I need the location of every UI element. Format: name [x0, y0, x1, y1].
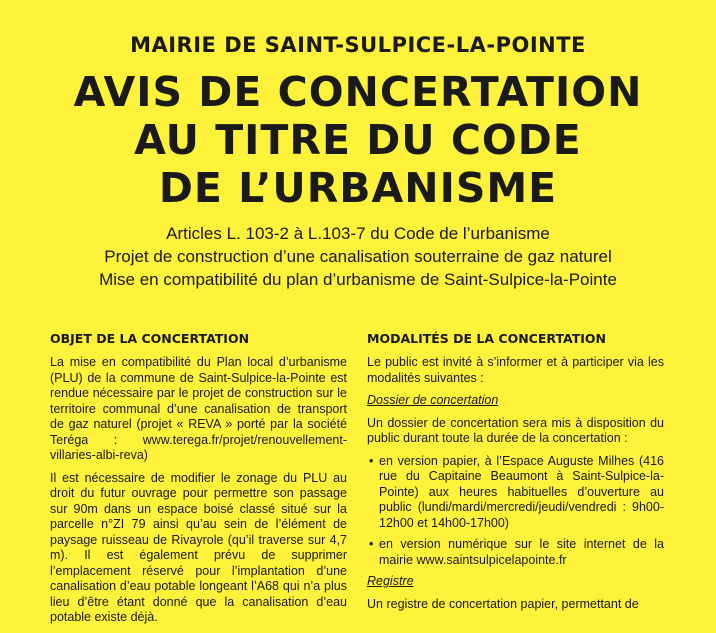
title-line-1: AVIS DE CONCERTATION	[73, 68, 643, 116]
dossier-list	[367, 454, 664, 569]
objet-paragraph-2: Il est nécessaire de modifier le zonage du PLU au droit du futur ouvrage pour permettre son passage sur 90m dans un espace boisé classé situé sur la parcelle n°ZI 79 ainsi qu’au sein de l’élément de paysage ruisseau de Rivayrole (qu’il traverse sur 4,7 m). Il est également prévu de supprimer l’emplacement réservé pour l’implantation d’une canalisation d’eau potable longeant l’A68 qui n’a plus lieu d’être étant donné que la canalisation d’eau potable existe déjà.	[50, 470, 347, 624]
registre-label: Registre	[367, 574, 414, 588]
modalites-column	[367, 331, 664, 619]
objet-column	[50, 331, 347, 633]
mairie-name: MAIRIE DE SAINT-SULPICE-LA-POINTE	[130, 33, 586, 57]
title-line-3: DE L’URBANISME	[158, 164, 558, 212]
header	[0, 30, 716, 291]
modalites-heading: MODALITÉS DE LA CONCERTATION	[367, 331, 606, 346]
subtitle-compatibility: Mise en compatibilité du plan d’urbanisme de Saint-Sulpice-la-Pointe	[99, 270, 617, 289]
subtitles	[0, 222, 716, 291]
objet-heading: OBJET DE LA CONCERTATION	[50, 331, 250, 346]
dossier-bullet-digital: • en version numérique sur le site internet de la mairie www.saintsulpicelapointe.fr	[367, 537, 664, 568]
subtitle-articles: Articles L. 103-2 à L.103-7 du Code de l’urbanisme	[166, 224, 550, 243]
subtitle-project: Projet de construction d’une canalisation souterraine de gaz naturel	[104, 247, 612, 266]
modalites-intro: Le public est invité à s’informer et à participer via les modalités suivantes :	[367, 355, 664, 385]
dossier-text: Un dossier de concertation sera mis à disposition du public durant toute la durée de la concertation :	[367, 415, 664, 445]
objet-paragraph-1: La mise en compatibilité du Plan local d’urbanisme (PLU) de la commune de Saint-Sulpice-la-Pointe est rendue nécessaire par le projet de construction sur le territoire communal d’une canalisation de transport de gaz naturel (projet « REVA » porté par la société Teréga : www.terega.fr/projet/renouvellement-villaries-albi-reva)	[50, 355, 347, 462]
title-line-2: AU TITRE DU CODE	[134, 116, 582, 164]
dossier-bullet-paper: • en version papier, à l’Espace Auguste Milhes (416 rue du Capitaine Beaumont à Saint-Sulpice-la-Pointe) aux heures habituelles d’ouverture au public (lundi/mardi/mercredi/jeudi/vendredi : 9h00-12h00 et 14h00-17h00)	[367, 454, 664, 532]
notice-title	[0, 68, 716, 212]
registre-text: Un registre de concertation papier, permettant de	[367, 596, 639, 611]
dossier-label: Dossier de concertation	[367, 393, 499, 407]
